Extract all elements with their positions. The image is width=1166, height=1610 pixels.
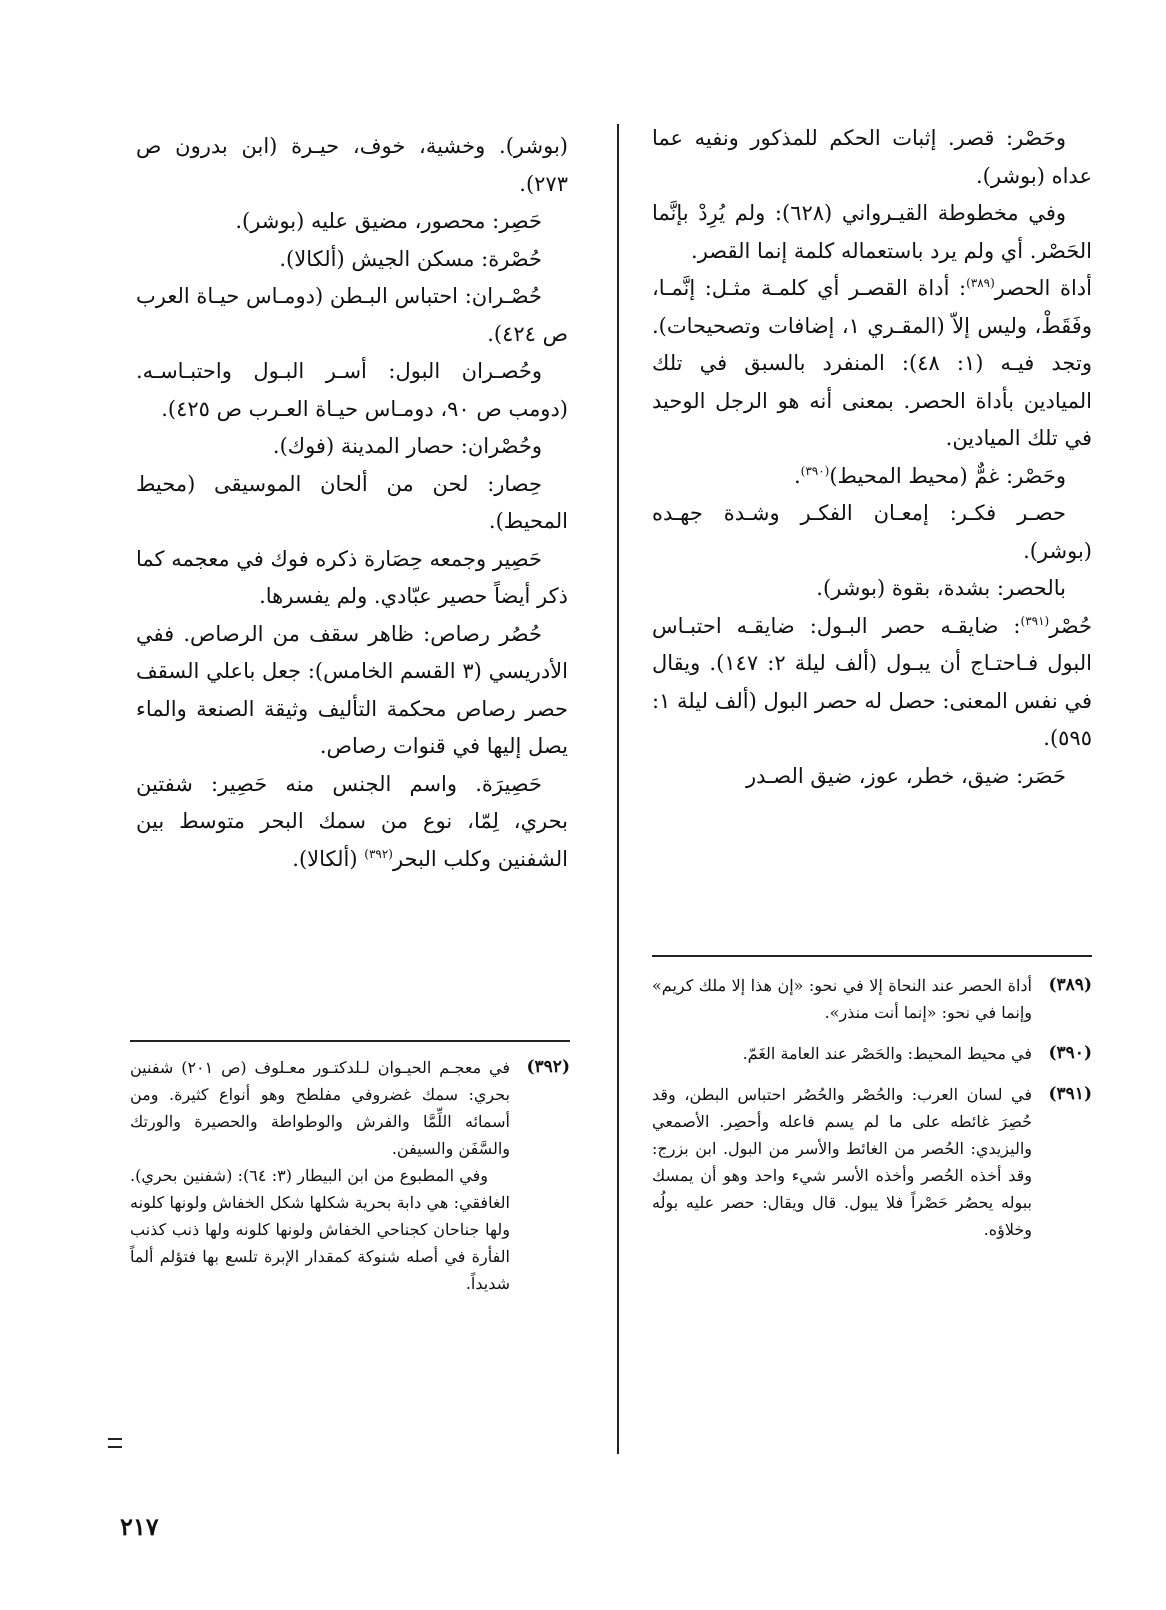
footnote-number: (٣٩١): [1048, 1084, 1092, 1104]
entry-qayrawani: وفي مخطوطة القيـرواني (٦٢٨): ولم يُرِدْ بإنَّما الحَصْر. أي ولم يرد باستعماله كلمة إنما القصر.: [652, 201, 1092, 263]
main-column-left: [136, 128, 568, 878]
column-divider: [617, 124, 619, 1454]
entry-text: (ألكالا).: [292, 846, 365, 871]
entry-text: حَصِيرَة. واسم الجنس منه حَصِير: شفتين بحري، لِمّا، نوع من سمك البحر متوسط بين الشفنين وكلب البحر: [136, 771, 568, 871]
entry-husr-bawl: [652, 608, 1092, 758]
footnote-paragraph: في محيط المحيط: والحَصْر عند العامة الغَمّ.: [742, 1044, 1032, 1063]
footnote-paragraph: وفي المطبوع من ابن البيطار (٣: ٦٤): (شفنين بحري). الغافقي: هي دابة بحرية شكلها شكل الخفاش ولونها كلونه ولها جناحان كجناحي الخفاش ولونها كلونه ولها ذنب كذنب الفأرة في أصله شنوكة كمقدار الإبرة تلسع بها فتؤلم ألماً شديداً.: [130, 1166, 510, 1293]
entry-husran-hisar: وحُصْران: حصار المدينة (فوك).: [272, 434, 542, 458]
entry-hasir: حَصِير وجمعه حِصَارة ذكره فوك في معجمه كما ذكر أيضاً حصير عبّادي. ولم يفسرها.: [136, 546, 568, 608]
entry-bil-hasr: بالحصر: بشدة، بقوة (بوشر).: [816, 576, 1066, 600]
entry-hasira: [136, 766, 568, 879]
page-number: ٢١٧: [120, 1512, 159, 1541]
entry-hasir-mahsur: حَصِر: محصور، مضيق عليه (بوشر).: [235, 209, 542, 233]
entry-hisar-lahn: حِصار: لحن من ألحان الموسيقى (محيط المحيط).: [136, 471, 568, 533]
entry-headword: حُصْر: [1049, 613, 1092, 638]
footnote-ref-390[interactable]: (٣٩٠): [800, 463, 830, 478]
entry-text: : أداة القصـر أي كلمـة مثـل: إنَّمـا، وفَقَطْ، وليس إلاّ (المقـري ١، إضافات وتصحيحات). وتجد فيـه (١: ٤٨): المنفرد بالسبق في تلك الميادين بأداة الحصر. بمعنى أنه هو الرجل الوحيد في تلك الميادين.: [652, 276, 1092, 450]
entry-husran: حُصْـران: احتباس البـطن (دومـاس حيـاة العرب ص ٤٢٤).: [136, 284, 568, 346]
footnote-text: [652, 1081, 1032, 1243]
entry-husra: حُصْرة: مسكن الجيش (ألكالا).: [279, 246, 542, 271]
entry-text: وحَصْر: غمٌّ (محيط المحيط): [829, 463, 1066, 488]
entry-continuation: (بوشر). وخشية، خوف، حيـرة (ابن بدرون ص ٢٧٣).: [136, 134, 568, 196]
footnote-ref-392[interactable]: (٣٩٢): [364, 846, 393, 861]
entry-hasr-qasr: وحَصْر: قصر. إثبات الحكم للمذكور ونفيه عما عداه (بوشر).: [652, 126, 1092, 188]
footnote-text: [652, 1040, 1032, 1067]
main-column-right: [652, 120, 1092, 795]
entry-text: .: [793, 463, 801, 488]
entry-adat-al-hasr: [652, 270, 1092, 458]
footnote-rule-right: [652, 955, 1092, 957]
footnote-paragraph: أداة الحصر عند النحاة إلا في نحو: «إن هذا إلا ملك كريم» وإنما في نحو: «إنما أنت منذر».: [652, 976, 1032, 1022]
footnote-number: (٣٩٢): [526, 1057, 570, 1077]
footnote-392: [130, 1054, 570, 1297]
margin-mark: [108, 1438, 122, 1448]
entry-text: : ضايقـه حصر البـول: ضايقـه احتبـاس البول فـاحتـاج أن يبـول (ألف ليلة ٢: ١٤٧). ويقال في نفس المعنى: حصل له حصر البول (ألف ليلة ١: ٥٩٥).: [652, 613, 1092, 750]
footnotes-left: [130, 1054, 570, 1311]
footnote-paragraph: في معجـم الحيـوان لـلدكتـور معـلوف (ص ٢٠١) شفنين بحري: سمك غضروفي مفلطح وهو أنواع كثيرة. ومن أسمائه اللِّمَّا والفرش والوطواطة والحصيرة والورتك والسَّفَن والسيفن.: [130, 1058, 510, 1158]
footnote-paragraph: في لسان العرب: والحُصْر والحُصُر احتباس البطن، وقد حُصِرَ غائطه على ما لم يسم فاعله وأحصِر. الأصمعي واليزيدي: الحُصر من الغائط والأسر من البول. ابن بزرج: وقد أخذه الحُصر وأخذه الأسر شيء واحد وهو أن يمسك ببوله يحصُر حَصْراً فلا يبول. قال ويقال: حصر عليه بولُه وخلاؤه.: [652, 1085, 1032, 1239]
footnote-rule-left: [130, 1040, 570, 1042]
footnote-number: (٣٨٩): [1048, 975, 1092, 995]
footnote-390: [652, 1040, 1092, 1067]
footnote-391: [652, 1081, 1092, 1243]
footnote-ref-389[interactable]: (٣٨٩): [966, 276, 995, 290]
entry-hasr-ghamm: [652, 458, 1092, 496]
entry-headword: أداة الحصر: [994, 276, 1092, 300]
entry-hasar-dayq: حَصَر: ضيق، خطر، عوز، ضيق الصـدر: [745, 763, 1066, 788]
footnote-389: [652, 972, 1092, 1026]
entry-husur-rasas: حُصُر رصاص: ظاهر سقف من الرصاص. ففي الأدريسي (٣ القسم الخامس): جعل باعلي السقف حصر رصاص محكمة التأليف وثيقة الصنعة والماء يصل إليها في قنوات رصاص.: [136, 621, 568, 758]
entry-husran-bawl: وحُصـران البول: أسـر البـول واحتبـاسـه. (دومب ص ٩٠، دومـاس حيـاة العـرب ص ٤٢٥).: [136, 359, 568, 421]
footnote-text: [652, 972, 1032, 1026]
entry-hasr-fikr: حصـر فكـر: إمعـان الفكـر وشـدة جهـده (بوشر).: [652, 501, 1092, 563]
footnote-text: [130, 1054, 510, 1297]
footnote-number: (٣٩٠): [1048, 1043, 1092, 1063]
footnotes-right: [652, 972, 1092, 1257]
footnote-ref-391[interactable]: (٣٩١): [1020, 613, 1050, 628]
